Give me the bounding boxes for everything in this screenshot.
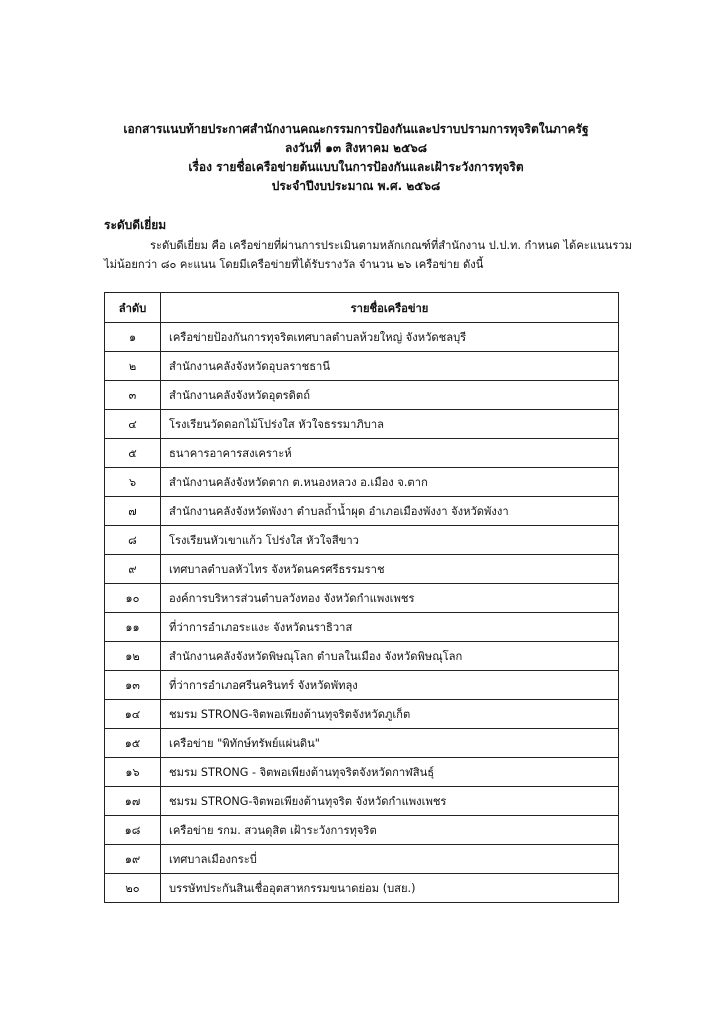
row-network-name: สำนักงานคลังจังหวัดตาก ต.หนองหลวง อ.เมือง จ.ตาก (161, 468, 619, 497)
row-number: ๒ (105, 352, 161, 381)
row-number: ๑๒ (105, 642, 161, 671)
row-network-name: เครือข่ายป้องกันการทุจริตเทศบาลตำบลห้วยใหญ่ จังหวัดชลบุรี (161, 323, 619, 352)
row-number: ๑๓ (105, 671, 161, 700)
row-number: ๘ (105, 526, 161, 555)
row-network-name: เทศบาลตำบลหัวไทร จังหวัดนครศรีธรรมราช (161, 555, 619, 584)
row-network-name: ชมรม STRONG-จิตพอเพียงต้านทุจริต จังหวัดกำแพงเพชร (161, 787, 619, 816)
row-number: ๒๐ (105, 874, 161, 903)
table-row (105, 758, 619, 787)
table-row (105, 816, 619, 845)
column-header-network-name: รายชื่อเครือข่าย (161, 293, 619, 323)
table-row (105, 845, 619, 874)
network-table (104, 292, 619, 903)
title-line-announcement: เอกสารแนบท้ายประกาศสำนักงานคณะกรรมการป้องกันและปราบปรามการทุจริตในภาครัฐ (123, 122, 589, 136)
row-number: ๑ (105, 323, 161, 352)
table-row (105, 410, 619, 439)
table-row (105, 381, 619, 410)
intro-line-2: ไม่น้อยกว่า ๘๐ คะแนน โดยมีเครือข่ายที่ได้รับรางวัล จำนวน ๒๖ เครือข่าย ดังนี้ (104, 258, 484, 271)
row-number: ๕ (105, 439, 161, 468)
row-number: ๗ (105, 497, 161, 526)
row-network-name: ชมรม STRONG-จิตพอเพียงต้านทุจริตจังหวัดภูเก็ต (161, 700, 619, 729)
row-network-name: สำนักงานคลังจังหวัดพังงา ตำบลถ้ำน้ำผุด อำเภอเมืองพังงา จังหวัดพังงา (161, 497, 619, 526)
row-number: ๖ (105, 468, 161, 497)
table-row (105, 700, 619, 729)
table-row (105, 439, 619, 468)
row-network-name: สำนักงานคลังจังหวัดพิษณุโลก ตำบลในเมือง จังหวัดพิษณุโลก (161, 642, 619, 671)
row-network-name: สำนักงานคลังจังหวัดอุบลราชธานี (161, 352, 619, 381)
table-row (105, 323, 619, 352)
table-row (105, 671, 619, 700)
table-header-row (105, 293, 619, 323)
row-network-name: ชมรม STRONG - จิตพอเพียงต้านทุจริตจังหวัดกาฬสินธุ์ (161, 758, 619, 787)
row-number: ๓ (105, 381, 161, 410)
table-row (105, 642, 619, 671)
row-network-name: ที่ว่าการอำเภอศรีนครินทร์ จังหวัดพัทลุง (161, 671, 619, 700)
title-line-date: ลงวันที่ ๑๓ สิงหาคม ๒๕๖๘ (284, 141, 428, 155)
row-number: ๑๙ (105, 845, 161, 874)
row-number: ๑๐ (105, 584, 161, 613)
row-network-name: องค์การบริหารส่วนตำบลวังทอง จังหวัดกำแพงเพชร (161, 584, 619, 613)
intro-line-1: ระดับดีเยี่ยม คือ เครือข่ายที่ผ่านการประเมินตามหลักเกณฑ์ที่สำนักงาน ป.ป.ท. กำหนด ได้คะแนนรวม (150, 239, 632, 252)
row-network-name: เครือข่าย รกม. สวนดุสิต เฝ้าระวังการทุจริต (161, 816, 619, 845)
row-number: ๑๔ (105, 700, 161, 729)
row-number: ๑๘ (105, 816, 161, 845)
row-number: ๑๕ (105, 729, 161, 758)
table-row (105, 555, 619, 584)
row-network-name: โรงเรียนวัดดอกไม้โปร่งใส หัวใจธรรมาภิบาล (161, 410, 619, 439)
row-number: ๔ (105, 410, 161, 439)
table-row (105, 613, 619, 642)
row-number: ๑๖ (105, 758, 161, 787)
row-network-name: ที่ว่าการอำเภอระแงะ จังหวัดนราธิวาส (161, 613, 619, 642)
table-row (105, 526, 619, 555)
row-network-name: โรงเรียนหัวเขาแก้ว โปร่งใส หัวใจสีขาว (161, 526, 619, 555)
row-network-name: เครือข่าย "พิทักษ์ทรัพย์แผ่นดิน" (161, 729, 619, 758)
column-header-number: ลำดับ (105, 293, 161, 323)
row-number: ๑๗ (105, 787, 161, 816)
table-row (105, 352, 619, 381)
table-row (105, 787, 619, 816)
section-heading: ระดับดีเยี่ยม (104, 218, 167, 232)
title-line-fiscal-year: ประจำปีงบประมาณ พ.ศ. ๒๕๖๘ (271, 179, 441, 193)
row-network-name: เทศบาลเมืองกระบี่ (161, 845, 619, 874)
row-number: ๑๑ (105, 613, 161, 642)
table-row (105, 874, 619, 903)
row-number: ๙ (105, 555, 161, 584)
row-network-name: สำนักงานคลังจังหวัดอุตรดิตถ์ (161, 381, 619, 410)
document-title-block (0, 120, 712, 196)
row-network-name: บรรษัทประกันสินเชื่ออุตสาหกรรมขนาดย่อม (บสย.) (161, 874, 619, 903)
table-row (105, 729, 619, 758)
row-network-name: ธนาคารอาคารสงเคราะห์ (161, 439, 619, 468)
table-row (105, 584, 619, 613)
table-row (105, 468, 619, 497)
table-row (105, 497, 619, 526)
intro-paragraph (104, 236, 632, 274)
title-line-subject: เรื่อง รายชื่อเครือข่ายต้นแบบในการป้องกันและเฝ้าระวังการทุจริต (188, 160, 524, 174)
